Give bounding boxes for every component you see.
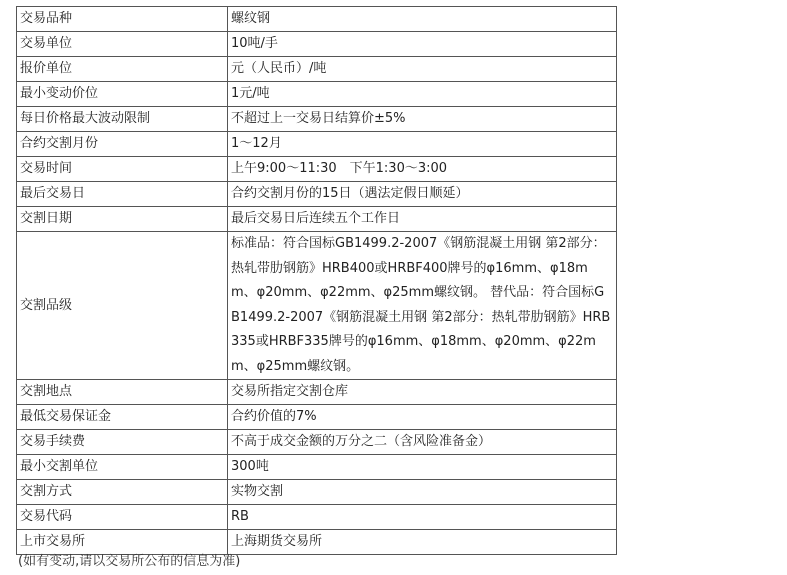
table-row <box>17 455 617 480</box>
table-row <box>17 430 617 455</box>
row-value-price-limit: 不超过上一交易日结算价±5% <box>228 107 617 132</box>
table-row <box>17 7 617 32</box>
row-value-delivery-location: 交易所指定交割仓库 <box>228 380 617 405</box>
row-value-tick-size: 1元/吨 <box>228 82 617 107</box>
table-row <box>17 157 617 182</box>
table-row <box>17 505 617 530</box>
table-row <box>17 57 617 82</box>
row-value-trading-variety: 螺纹钢 <box>228 7 617 32</box>
footnote-disclaimer: (如有变动,请以交易所公布的信息为准) <box>18 554 241 569</box>
table-row <box>17 107 617 132</box>
row-label-grade: 交割品级 <box>17 232 228 380</box>
row-value-quote-unit: 元（人民币）/吨 <box>228 57 617 82</box>
row-label-fee: 交易手续费 <box>17 430 228 455</box>
row-value-contract-months: 1～12月 <box>228 132 617 157</box>
row-label-delivery-period: 交割日期 <box>17 207 228 232</box>
row-label-delivery-method: 交割方式 <box>17 480 228 505</box>
table-row <box>17 207 617 232</box>
row-label-tick-size: 最小变动价位 <box>17 82 228 107</box>
row-label-delivery-unit: 最小交割单位 <box>17 455 228 480</box>
row-value-margin: 合约价值的7% <box>228 405 617 430</box>
table-row <box>17 232 617 380</box>
row-label-contract-months: 合约交割月份 <box>17 132 228 157</box>
row-value-fee: 不高于成交金额的万分之二（含风险准备金） <box>228 430 617 455</box>
row-label-exchange: 上市交易所 <box>17 530 228 555</box>
row-value-delivery-method: 实物交割 <box>228 480 617 505</box>
row-value-trading-unit: 10吨/手 <box>228 32 617 57</box>
table-row <box>17 32 617 57</box>
row-value-last-trading-day: 合约交割月份的15日（遇法定假日顺延） <box>228 182 617 207</box>
row-value-delivery-period: 最后交易日后连续五个工作日 <box>228 207 617 232</box>
table-row <box>17 82 617 107</box>
row-label-price-limit: 每日价格最大波动限制 <box>17 107 228 132</box>
table-row <box>17 182 617 207</box>
row-label-trading-variety: 交易品种 <box>17 7 228 32</box>
table-row <box>17 480 617 505</box>
table-row <box>17 530 617 555</box>
contract-spec-table <box>16 6 617 555</box>
row-value-exchange: 上海期货交易所 <box>228 530 617 555</box>
table-row <box>17 380 617 405</box>
row-value-grade: 标准品：符合国标GB1499.2-2007《钢筋混凝土用钢 第2部分：热轧带肋钢筋》HRB400或HRBF400牌号的φ16mm、φ18mm、φ20mm、φ22mm、φ25mm螺纹钢。 替代品：符合国标GB1499.2-2007《钢筋混凝土用钢 第2部分：热轧带肋钢筋》HRB335或HRBF335牌号的φ16mm、φ18mm、φ20mm、φ22mm、φ25mm螺纹钢。 <box>228 232 617 380</box>
row-label-trading-code: 交易代码 <box>17 505 228 530</box>
row-label-last-trading-day: 最后交易日 <box>17 182 228 207</box>
row-label-trading-unit: 交易单位 <box>17 32 228 57</box>
row-label-quote-unit: 报价单位 <box>17 57 228 82</box>
row-value-trading-code: RB <box>228 505 617 530</box>
row-label-trading-hours: 交易时间 <box>17 157 228 182</box>
table-row <box>17 132 617 157</box>
row-value-trading-hours: 上午9:00～11:30 下午1:30～3:00 <box>228 157 617 182</box>
row-value-delivery-unit: 300吨 <box>228 455 617 480</box>
row-label-delivery-location: 交割地点 <box>17 380 228 405</box>
table-row <box>17 405 617 430</box>
row-label-margin: 最低交易保证金 <box>17 405 228 430</box>
